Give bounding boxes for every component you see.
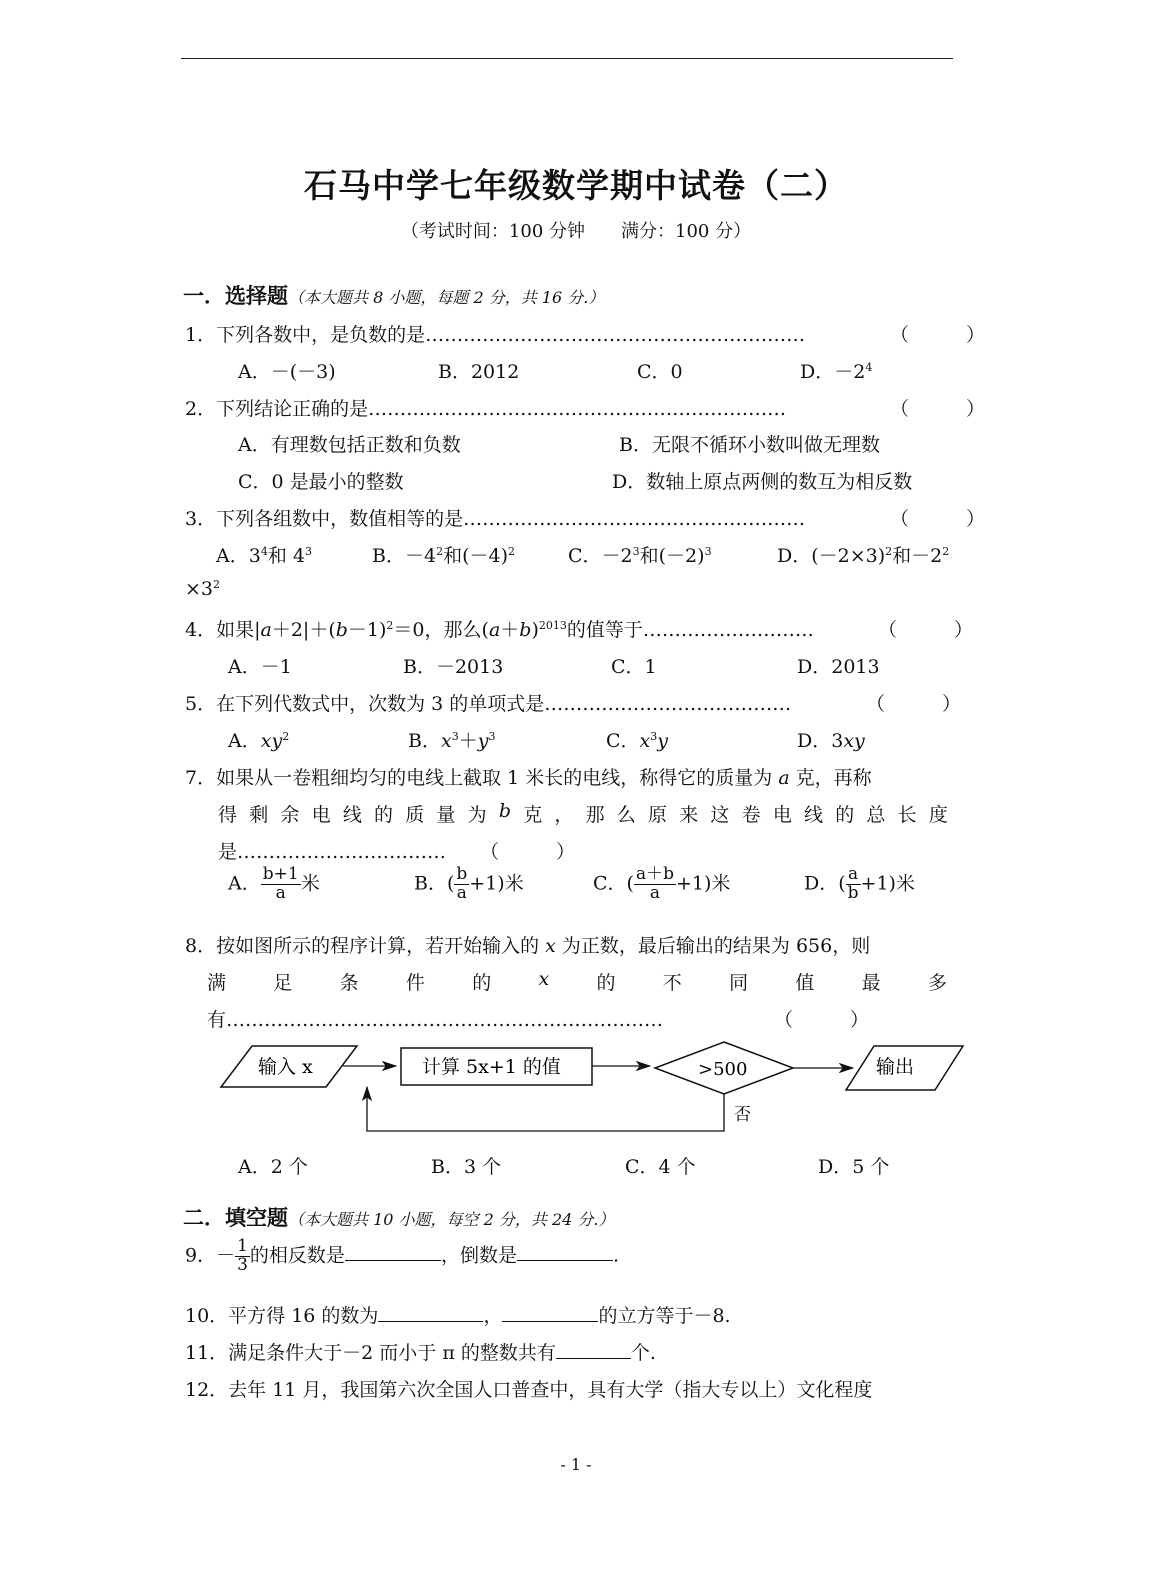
flow-loop-arrow [367, 1087, 724, 1131]
q7-a-label: A． [228, 872, 261, 895]
q2-option-b: B．无限不循环小数叫做无理数 [619, 434, 880, 456]
q7-b-label: B．( [414, 872, 455, 895]
q7-option-d [804, 866, 915, 903]
q9-text2: ，倒数是 [440, 1244, 517, 1267]
q3-option-c [568, 541, 712, 568]
q7-line2-char: 余 [280, 804, 300, 826]
q1-option-b: B．2012 [438, 361, 520, 383]
q1-option-d [800, 357, 872, 384]
q9-end: . [612, 1244, 619, 1267]
q2-option-c: C．0 是最小的整数 [238, 471, 404, 493]
q4-s5: 2 [386, 619, 394, 632]
q10-text2: 的立方等于－8. [598, 1305, 731, 1327]
q7-l3-text: 是 [218, 841, 238, 863]
q7-line2-char: 线 [804, 804, 824, 826]
q8-option-b: B．3 个 [431, 1156, 502, 1178]
q7-a-den: a [275, 882, 286, 903]
q8-line2-char: 足 [273, 972, 293, 994]
section1-title: 一．选择题 [183, 283, 288, 308]
q11-line [185, 1338, 656, 1365]
q4-s4: －1) [347, 619, 387, 641]
q7-line2-char: 那 [585, 804, 605, 826]
q8-dots: …………………………………………………………… [226, 1009, 664, 1031]
q8-line2-char: 的 [472, 972, 492, 994]
q2-answer-paren: （ ） [890, 398, 986, 420]
q4-s9: b [519, 619, 532, 641]
q4-s12: 的值等于 [566, 619, 643, 641]
q7-line2-char: 剩 [249, 804, 269, 826]
section2-title: 二．填空题 [183, 1205, 288, 1230]
q7-b-num: b [456, 864, 468, 884]
section2-note: （本大题共 10 小题，每空 2 分，共 24 分.） [288, 1210, 615, 1229]
q4-dots: ……………………… [642, 619, 814, 641]
q8-line2-char: 的 [596, 972, 616, 994]
q7-d-unit: 米 [895, 872, 915, 895]
q5-dots: ………………………………… [544, 693, 792, 715]
q7-dots: …………………………… [237, 841, 447, 863]
q4-s1: a [260, 619, 272, 641]
q5-option-c [606, 726, 668, 753]
q2-stem [185, 394, 786, 421]
q3-a-exp1: 4 [260, 545, 268, 558]
q1-answer-paren: （ ） [890, 324, 986, 346]
q7-line2-char: b [498, 800, 511, 822]
q7-c-num: a＋b [635, 864, 674, 884]
q1-option-d-exp: 4 [865, 361, 873, 374]
q7-d-fraction [846, 866, 861, 903]
q7-line2-char: 长 [897, 804, 917, 826]
page-number: - 1 - [560, 1455, 592, 1474]
q10-comma: ， [483, 1305, 503, 1327]
q8-option-a: A．2 个 [238, 1156, 308, 1178]
q3-answer-paren: （ ） [890, 508, 986, 530]
q7-c-fraction [634, 866, 676, 903]
flow-no-label: 否 [734, 1105, 751, 1125]
q3-stem [185, 504, 805, 531]
q4-s10: ) [531, 619, 539, 641]
q7-b-unit: 米 [504, 872, 524, 895]
q5-stem [185, 689, 791, 716]
q4-s0: 4．如果| [185, 619, 261, 641]
q3-dots: ……………………………………………… [463, 508, 806, 530]
q7-line2-char: 得 [218, 804, 238, 826]
q8-l1b: 为正数，最后输出的结果为 656，则 [555, 935, 871, 957]
q8-line2-char: 件 [405, 972, 425, 994]
q5-d-label: D．3 [797, 730, 844, 752]
q3-b-exp1: 2 [436, 545, 444, 558]
q5-option-b [408, 726, 495, 753]
q3-a-base: A．3 [216, 545, 261, 567]
q7-line2 [218, 800, 948, 827]
q7-d-tail: +1) [860, 872, 896, 895]
q3-tail-exp: 2 [213, 578, 221, 591]
q11-text1: 11．满足条件大于－2 而小于 π 的整数共有 [185, 1342, 556, 1364]
q7-option-c [593, 866, 730, 903]
q5-answer-paren: （ ） [866, 693, 962, 715]
q9-blank-1[interactable] [345, 1244, 441, 1261]
q8-l1a: 8．按如图所示的程序计算，若开始输入的 [185, 935, 546, 957]
q7-c-den: a [649, 882, 661, 903]
q3-option-d-tail [185, 578, 220, 600]
q5-b-var1: x [440, 730, 452, 752]
q7-l1b: 克，再称 [789, 767, 872, 789]
q8-line2-char: 多 [927, 972, 947, 994]
q8-line2-char: 同 [729, 972, 749, 994]
exam-subtitle: （考试时间：100 分钟 满分：100 分） [400, 221, 752, 242]
q7-line2-char: 克 [523, 804, 543, 826]
q7-line2-char: 度 [928, 804, 948, 826]
q9-fraction [235, 1238, 250, 1275]
q3-c-exp1: 3 [632, 545, 640, 558]
q3-b-base: B．－4 [372, 545, 437, 567]
q12-line: 12．去年 11 月，我国第六次全国人口普查中，具有大学（指大专以上）文化程度 [185, 1379, 873, 1401]
q5-d-var: xy [843, 730, 865, 752]
q3-option-b [372, 541, 515, 568]
q2-stem-text: 2．下列结论正确的是 [185, 398, 369, 420]
q3-d-exp2: 2 [942, 545, 950, 558]
q1-option-c: C．0 [637, 361, 683, 383]
q8-line2 [207, 968, 947, 995]
q5-a-label: A． [228, 730, 261, 752]
q7-line2-char: 这 [710, 804, 730, 826]
q7-b-fraction [454, 866, 469, 903]
q3-option-a [216, 541, 312, 568]
q7-option-b [414, 866, 524, 903]
q10-line [185, 1301, 731, 1328]
q3-b-mid: 和(－4) [443, 545, 508, 567]
q4-option-d: D．2013 [797, 656, 880, 678]
q7-l1-var-a: a [778, 767, 790, 789]
q8-l1-var: x [545, 935, 556, 957]
q4-s3: b [335, 619, 348, 641]
q5-a-exp: 2 [282, 730, 290, 743]
q7-line2-char: 电 [772, 804, 792, 826]
q2-option-a: A．有理数包括正数和负数 [238, 434, 461, 456]
q3-d-exp1: 2 [885, 545, 893, 558]
q7-line2-char: 来 [679, 804, 699, 826]
q4-s8: ＋ [500, 619, 520, 641]
q7-line2-char: 么 [616, 804, 636, 826]
q8-line1 [185, 931, 870, 958]
q7-b-den: a [456, 882, 467, 903]
q4-answer-paren: （ ） [878, 619, 974, 641]
q7-line2-char: 为 [467, 804, 487, 826]
q7-line2-char: ， [554, 804, 574, 826]
q7-option-a [228, 866, 320, 903]
q9-frac-den: 3 [237, 1254, 248, 1275]
section1-heading [183, 280, 604, 310]
q8-flowchart [0, 1035, 1152, 1140]
q5-c-var2: y [657, 730, 668, 752]
q4-option-b: B．－2013 [403, 656, 504, 678]
q5-stem-text: 5．在下列代数式中，次数为 3 的单项式是 [185, 693, 545, 715]
q4-option-a: A．－1 [228, 656, 292, 678]
section1-note: （本大题共 8 小题，每题 2 分，共 16 分.） [288, 288, 605, 307]
q11-blank[interactable] [556, 1342, 631, 1359]
q3-c-base: C．－2 [568, 545, 633, 567]
q1-stem-text: 1．下列各数中，是负数的是 [185, 324, 426, 346]
q3-a-mid: 和 4 [267, 545, 305, 567]
q8-line2-char: x [538, 968, 550, 990]
q7-a-fraction [261, 866, 301, 903]
q5-b-exp2: 3 [488, 730, 496, 743]
q10-blank-2[interactable] [502, 1305, 598, 1322]
q7-c-unit: 米 [711, 872, 731, 895]
q9-num: 9．－ [185, 1244, 236, 1267]
q7-line1 [185, 763, 872, 790]
q4-stem [185, 615, 814, 642]
header-rule [181, 58, 953, 59]
q3-b-exp2: 2 [507, 545, 515, 558]
q8-option-c: C．4 个 [625, 1156, 696, 1178]
q7-answer-paren: （ ） [480, 841, 576, 863]
q11-text2: 个. [630, 1342, 656, 1364]
q7-a-num: b+1 [262, 864, 299, 884]
q7-line2-char: 的 [374, 804, 394, 826]
q4-s7: a [488, 619, 501, 641]
q3-stem-text: 3．下列各组数中，数值相等的是 [185, 508, 464, 530]
q7-line2-char: 电 [311, 804, 331, 826]
q5-a-var: xy [260, 730, 283, 752]
q4-option-c: C．1 [611, 656, 657, 678]
q3-c-exp2: 3 [704, 545, 712, 558]
q8-l3-text: 有 [207, 1009, 227, 1031]
q1-stem [185, 320, 805, 347]
flow-input-label: 输入 x [258, 1056, 313, 1078]
q4-s6: ＝0，那么( [393, 619, 489, 641]
q3-d-mid: 和－2 [892, 545, 943, 567]
q8-line2-char: 最 [861, 972, 881, 994]
q9-frac-num: 1 [237, 1236, 248, 1256]
q8-line2-char: 满 [207, 972, 227, 994]
q5-b-label: B． [408, 730, 441, 752]
q3-d-base: D．(－2×3) [777, 545, 886, 567]
q10-blank-1[interactable] [378, 1305, 483, 1322]
q7-line2-char: 的 [835, 804, 855, 826]
q8-line2-char: 不 [662, 972, 682, 994]
q2-dots: ………………………………………………………… [368, 398, 787, 420]
q3-c-mid: 和(－2) [639, 545, 705, 567]
q7-line2-char: 量 [436, 804, 456, 826]
q9-blank-2[interactable] [517, 1244, 613, 1261]
q7-line2-char: 总 [866, 804, 886, 826]
q8-line3 [207, 1005, 663, 1032]
q5-c-exp: 3 [650, 730, 658, 743]
q5-option-a [228, 726, 289, 753]
q7-a-unit: 米 [300, 872, 320, 895]
q7-b-tail: +1) [469, 872, 505, 895]
q7-d-num: a [846, 866, 861, 885]
flow-compute-label: 计算 5x+1 的值 [422, 1056, 561, 1078]
q7-line2-char: 原 [648, 804, 668, 826]
q5-b-var2: y [477, 730, 489, 752]
q7-d-label: D．( [804, 872, 846, 895]
q1-option-a: A．－(－3) [238, 361, 336, 383]
q7-l1a: 7．如果从一卷粗细均匀的电线上截取 1 米长的电线，称得它的质量为 [185, 767, 779, 789]
q5-b-exp1: 3 [451, 730, 459, 743]
q2-option-d: D．数轴上原点两侧的数互为相反数 [612, 471, 913, 493]
q7-line3 [218, 837, 446, 864]
q7-c-label: C．( [593, 872, 634, 895]
flow-output-label: 输出 [876, 1056, 915, 1078]
q7-line2-char: 线 [342, 804, 362, 826]
q5-c-label: C． [606, 730, 640, 752]
q1-option-d-text: D．－2 [800, 361, 866, 383]
q4-s2: ＋2|＋( [271, 619, 336, 641]
q3-option-d [777, 541, 949, 568]
q7-line2-char: 卷 [741, 804, 761, 826]
q8-line2-char: 条 [339, 972, 359, 994]
q7-c-tail: +1) [675, 872, 712, 895]
q8-option-d: D．5 个 [818, 1156, 890, 1178]
exam-title: 石马中学七年级数学期中试卷（二） [304, 166, 848, 205]
q1-dots: …………………………………………………… [425, 324, 806, 346]
q8-answer-paren: （ ） [774, 1009, 870, 1031]
section2-heading [183, 1202, 615, 1232]
q3-a-exp2: 3 [304, 545, 312, 558]
q7-d-den: b [847, 882, 859, 903]
q5-b-plus: ＋ [458, 730, 478, 752]
q9-text1: 的相反数是 [249, 1244, 345, 1267]
q10-text1: 10．平方得 16 的数为 [185, 1305, 379, 1327]
q8-line2-char: 值 [795, 972, 815, 994]
q7-line2-char: 质 [405, 804, 425, 826]
q5-c-var1: x [639, 730, 651, 752]
q4-s11: 2013 [538, 619, 567, 632]
q3-tail-base: ×3 [185, 578, 214, 600]
flow-decision-label: >500 [698, 1059, 748, 1080]
q9-line [185, 1238, 619, 1275]
q5-option-d [797, 726, 865, 753]
